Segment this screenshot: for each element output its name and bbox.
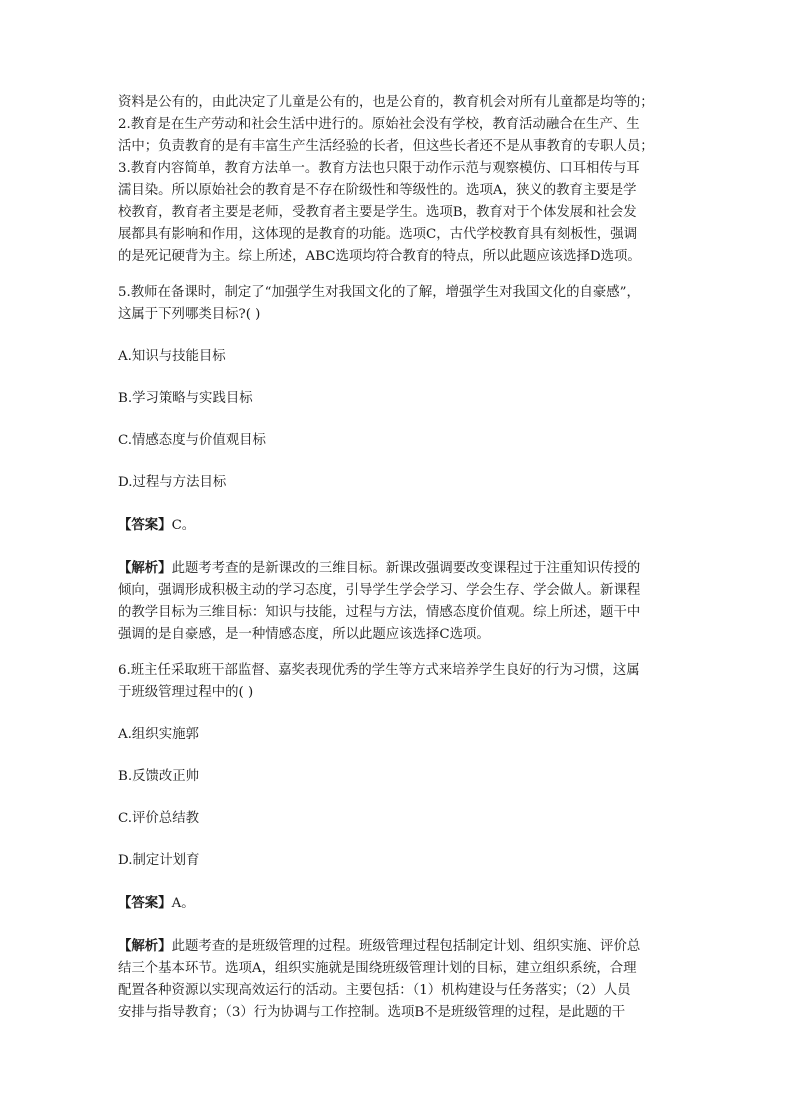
option-d: D.制定计划育	[118, 853, 200, 868]
text-line: 活中；负责教育的是有丰富生产生活经验的长者，但这些长者还不是从事教育的专职人员；	[118, 139, 654, 154]
analysis-paragraph	[118, 935, 678, 1024]
question-stem-line: 6.班主任采取班干部监督、嘉奖表现优秀的学生等方式来培养学生良好的行为习惯，这属	[118, 663, 640, 678]
question-6	[118, 660, 678, 704]
question-5	[118, 282, 678, 326]
text-line: 展都具有影响和作用，这体现的是教育的功能。选项C，古代学校教育具有刻板性，强调	[118, 227, 638, 242]
text-line: 强调的是自豪感，是一种情感态度，所以此题应该选择C选项。	[118, 627, 490, 642]
text-line: 倾向，强调形成积极主动的学习态度，引导学生学会学习、学会生存、学会做人。新课程	[118, 583, 641, 598]
answer-label: 【答案】	[118, 517, 172, 533]
analysis-text: 此题考考查的是新课改的三维目标。新课改强调要改变课程过于注重知识传授的	[171, 561, 641, 576]
text-line: 结三个基本环节。选项A，组织实施就是围绕班级管理计划的目标，建立组织系统，合理	[118, 961, 637, 976]
analysis-text: 此题考查的是班级管理的过程。班级管理过程包括制定计划、组织实施、评价总	[171, 939, 641, 954]
analysis-label: 【解析】	[118, 938, 172, 954]
option-a: A.组织实施郭	[118, 727, 199, 742]
option-d: D.过程与方法目标	[118, 475, 227, 490]
intro-paragraph	[118, 92, 678, 268]
option-a: A.知识与技能目标	[118, 349, 226, 364]
text-line: 2.教育是在生产劳动和社会生活中进行的。原始社会没有学校，教育活动融合在生产、生	[118, 117, 640, 132]
question-stem-line: 5.教师在备课时，制定了“加强学生对我国文化的了解，增强学生对我国文化的自豪感”，	[118, 285, 640, 300]
answer-line	[118, 514, 678, 537]
text-line: 3.教育内容简单，教育方法单一。教育方法也只限于动作示范与观察模仿、口耳相传与耳	[118, 161, 640, 176]
text-line: 校教育，教育者主要是老师，受教育者主要是学生。选项B，教育对于个体发展和社会发	[118, 205, 637, 220]
text-line	[118, 935, 678, 958]
answer-value: A。	[171, 896, 195, 911]
question-stem-line: 于班级管理过程中的( )	[118, 685, 254, 700]
analysis-label: 【解析】	[118, 560, 172, 576]
text-line: 配置各种资源以实现高效运行的活动。主要包括：（1）机构建设与任务落实；（2）人员	[118, 983, 631, 998]
option-c: C.评价总结教	[118, 811, 199, 826]
text-line: 的教学目标为三维目标：知识与技能，过程与方法，情感态度价值观。综上所述，题干中	[118, 605, 641, 620]
text-line	[118, 557, 678, 580]
question-stem-line: 这属于下列哪类目标?( )	[118, 307, 261, 322]
text-line: 资料是公有的，由此决定了儿童是公有的，也是公育的，教育机会对所有儿童都是均等的；	[118, 95, 654, 110]
text-line: 安排与指导教育；（3）行为协调与工作控制。选项B不是班级管理的过程，是此题的干	[118, 1005, 626, 1020]
option-b: B.学习策略与实践目标	[118, 391, 253, 406]
text-line: 濡目染。所以原始社会的教育是不存在阶级性和等级性的。选项A，狭义的教育主要是学	[118, 183, 637, 198]
analysis-paragraph	[118, 557, 678, 646]
option-c: C.情感态度与价值观目标	[118, 433, 266, 448]
answer-line	[118, 892, 678, 915]
text-line: 的是死记硬背为主。综上所述，ABC选项均符合教育的特点，所以此题应该选择D选项。	[118, 249, 641, 264]
document-page	[118, 92, 678, 1024]
answer-label: 【答案】	[118, 895, 172, 911]
answer-value: C。	[171, 518, 196, 533]
option-b: B.反馈改正帅	[118, 769, 200, 784]
